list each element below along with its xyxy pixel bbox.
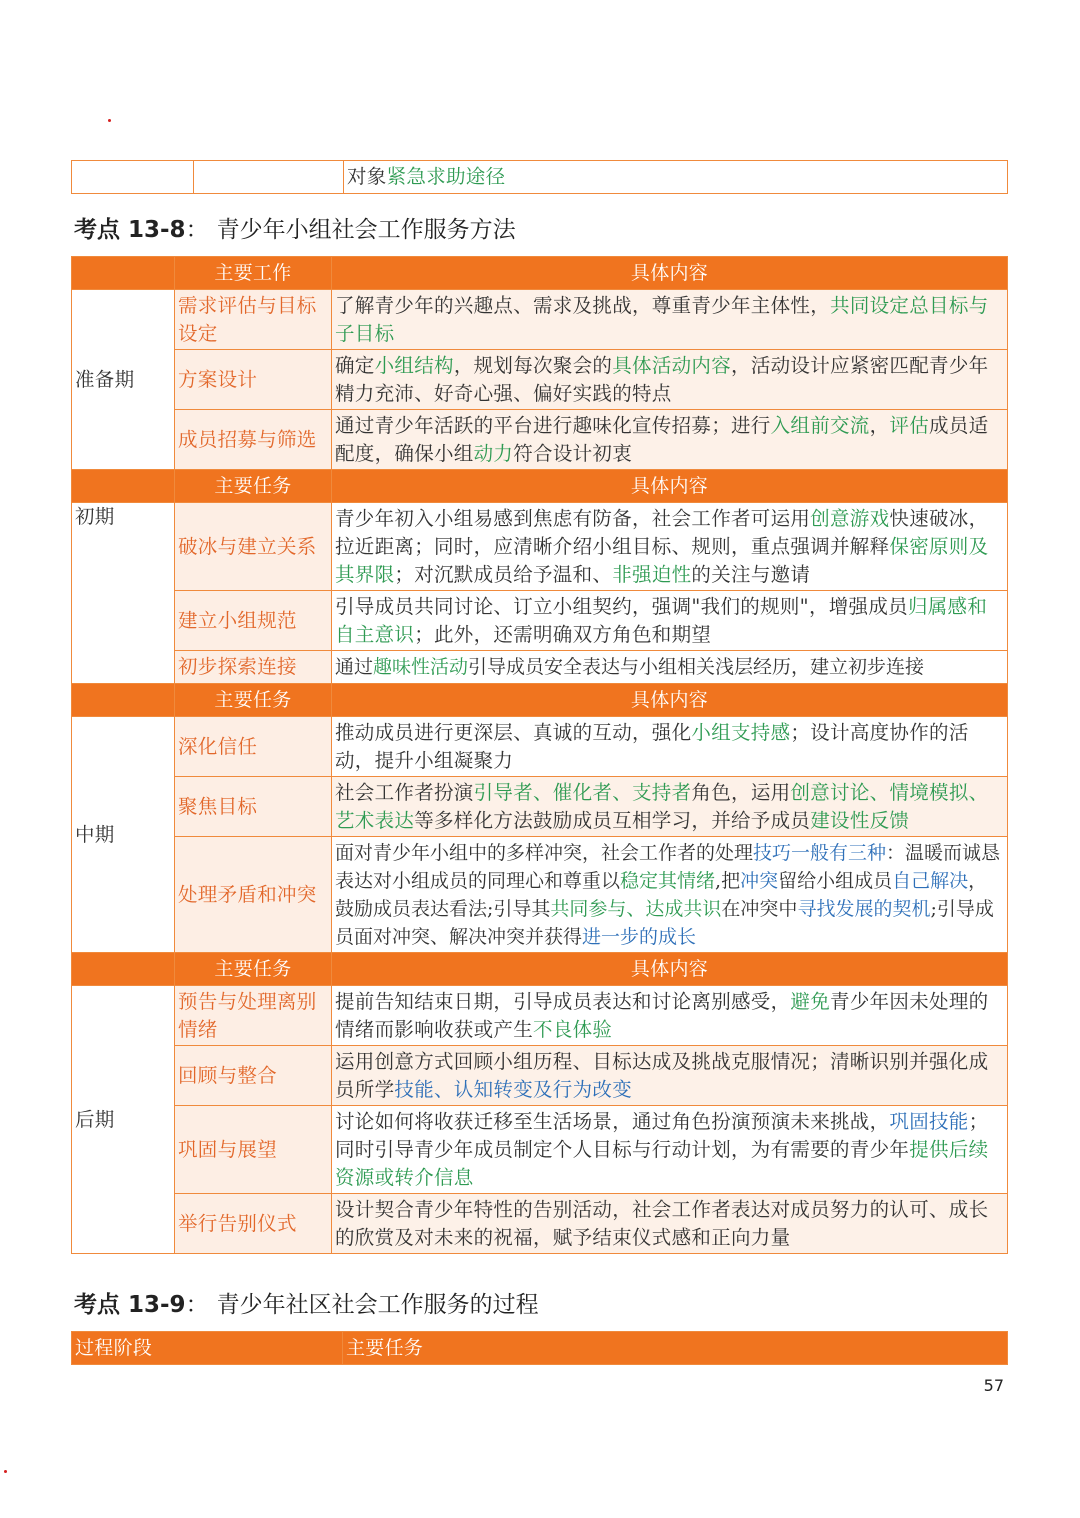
content-cell bbox=[332, 986, 1008, 1046]
task-cell: 初步探索连接 bbox=[175, 651, 332, 684]
content-highlight: 进一步的成长 bbox=[582, 925, 697, 948]
content-text: 设计契合青少年特性的告别活动，社会工作者表达对成员努力的认可、成长的欣赏及对未来的祝福，赋予结束仪式感和正向力量 bbox=[335, 1197, 989, 1249]
prev-table-tail bbox=[71, 160, 1008, 194]
page-number: 57 bbox=[983, 1376, 1004, 1395]
content-text: ：温暖而诚恳表达对小组成员的同理心和尊重以 bbox=[335, 841, 1001, 892]
table-header-row bbox=[72, 953, 1008, 986]
content-highlight: 动力 bbox=[473, 441, 514, 465]
phase-late: 后期 bbox=[72, 986, 175, 1254]
table-row bbox=[72, 651, 1008, 684]
header-content: 具体内容 bbox=[332, 684, 1008, 717]
content-highlight: 紧急求助途径 bbox=[386, 165, 506, 188]
section-separator: ： bbox=[185, 217, 209, 243]
content-text: 引导成员安全表达与小组相关浅层经历，建立初步连接 bbox=[468, 656, 925, 678]
content-text: 角色，运用 bbox=[691, 780, 791, 804]
header-blank bbox=[72, 684, 175, 717]
task-cell: 需求评估与目标设定 bbox=[175, 290, 332, 350]
content-highlight: 寻找发展的契机 bbox=[797, 897, 931, 920]
content-highlight: 冲突 bbox=[740, 869, 779, 892]
content-text: 推动成员进行更深层、真诚的互动，强化 bbox=[335, 720, 692, 744]
task-cell: 巩固与展望 bbox=[175, 1106, 332, 1194]
content-highlight: 不良体验 bbox=[533, 1017, 613, 1041]
content-highlight: 巩固技能 bbox=[889, 1109, 969, 1133]
content-highlight: 引导者、催化者、支持者 bbox=[473, 780, 692, 804]
red-dot-mark bbox=[4, 1470, 7, 1473]
table-row bbox=[72, 717, 1008, 777]
section-title: 青少年社区社会工作服务的过程 bbox=[216, 1292, 539, 1318]
content-highlight: 归属感和自主意识 bbox=[335, 594, 988, 646]
task-cell: 举行告别仪式 bbox=[175, 1194, 332, 1254]
content-text: 通过青少年活跃的平台进行趣味化宣传招募；进行 bbox=[335, 413, 771, 437]
task-cell: 成员招募与筛选 bbox=[175, 410, 332, 470]
header-main-task: 主要任务 bbox=[343, 1332, 1008, 1365]
task-cell: 深化信任 bbox=[175, 717, 332, 777]
phase-early: 初期 bbox=[72, 503, 175, 684]
task-cell: 方案设计 bbox=[175, 350, 332, 410]
content-text: 讨论如何将收获迁移至生活场景，通过角色扮演预演未来挑战， bbox=[335, 1109, 890, 1133]
table-header-row bbox=[72, 470, 1008, 503]
table-row bbox=[72, 1194, 1008, 1254]
content-text: 通过 bbox=[335, 656, 374, 678]
header-process-stage: 过程阶段 bbox=[72, 1332, 343, 1365]
content-text: 青少年初入小组易感到焦虑有防备，社会工作者可运用 bbox=[335, 506, 811, 530]
content-highlight: 评估 bbox=[889, 413, 930, 437]
header-blank bbox=[72, 953, 175, 986]
section-number: 考点 13-8 bbox=[74, 217, 186, 243]
header-blank bbox=[72, 470, 175, 503]
content-highlight: 小组结构 bbox=[374, 353, 454, 377]
section-number: 考点 13-9 bbox=[74, 1292, 186, 1318]
content-text: ；设计高度协作的活动，提升小组凝聚力 bbox=[335, 720, 969, 772]
content-cell bbox=[332, 651, 1008, 684]
header-content: 具体内容 bbox=[332, 470, 1008, 503]
content-text: ，鼓励成员表达看法;引导其 bbox=[335, 869, 988, 920]
content-text: ，规划每次聚会的 bbox=[453, 353, 613, 377]
section-separator: ： bbox=[185, 1292, 209, 1318]
task-cell: 破冰与建立关系 bbox=[175, 503, 332, 591]
content-highlight: 创意游戏 bbox=[810, 506, 890, 530]
content-cell bbox=[332, 410, 1008, 470]
table-row bbox=[72, 986, 1008, 1046]
content-highlight: 创意讨论、情境模拟、艺术表达 bbox=[335, 780, 989, 832]
content-highlight: 自己解决 bbox=[892, 869, 969, 892]
task-cell: 预告与处理离别情绪 bbox=[175, 986, 332, 1046]
content-highlight: 具体活动内容 bbox=[612, 353, 732, 377]
content-text: 成员适配度，确保小组 bbox=[335, 413, 989, 465]
header-blank bbox=[72, 257, 175, 290]
content-highlight: 提供后续资源或转介信息 bbox=[335, 1137, 989, 1189]
table-row bbox=[72, 1046, 1008, 1106]
content-cell bbox=[332, 591, 1008, 651]
task-cell: 回顾与整合 bbox=[175, 1046, 332, 1106]
content-text: 的关注与邀请 bbox=[691, 562, 811, 586]
content-highlight: 避免 bbox=[790, 989, 831, 1013]
content-cell bbox=[344, 161, 1008, 194]
content-highlight: 入组前交流 bbox=[770, 413, 870, 437]
task-cell: 处理矛盾和冲突 bbox=[175, 837, 332, 953]
content-text: ；此外，还需明确双方角色和期望 bbox=[414, 622, 712, 646]
content-highlight: 建设性反馈 bbox=[810, 808, 910, 832]
header-main-task: 主要任务 bbox=[175, 953, 332, 986]
content-text: 在冲突中 bbox=[721, 897, 798, 920]
table-row bbox=[72, 290, 1008, 350]
content-text: 社会工作者扮演 bbox=[335, 780, 474, 804]
content-cell bbox=[332, 1046, 1008, 1106]
header-content: 具体内容 bbox=[332, 257, 1008, 290]
empty-cell bbox=[194, 161, 344, 194]
task-cell: 聚焦目标 bbox=[175, 777, 332, 837]
header-content: 具体内容 bbox=[332, 953, 1008, 986]
content-text: 提前告知结束日期，引导成员表达和讨论离别感受， bbox=[335, 989, 791, 1013]
content-cell bbox=[332, 717, 1008, 777]
table-row bbox=[72, 503, 1008, 591]
content-text: 青少年因未处理的情绪而影响收获或产生 bbox=[335, 989, 989, 1041]
content-text: ， bbox=[869, 413, 890, 437]
content-cell bbox=[332, 1106, 1008, 1194]
content-highlight: 技能、认知转变及行为改变 bbox=[394, 1077, 633, 1101]
content-text: 引导成员共同讨论、订立小组契约，强调"我们的规则"，增强成员 bbox=[335, 594, 908, 618]
section-heading-13-8 bbox=[74, 211, 516, 244]
community-process-table bbox=[71, 1331, 1008, 1365]
header-main-task: 主要任务 bbox=[175, 470, 332, 503]
content-highlight: 趣味性活动 bbox=[373, 656, 469, 678]
content-text: 留给小组成员 bbox=[778, 869, 893, 892]
header-main-task: 主要任务 bbox=[175, 684, 332, 717]
content-cell bbox=[332, 290, 1008, 350]
content-highlight: 非强迫性 bbox=[612, 562, 692, 586]
content-highlight: 保密原则及其界限 bbox=[335, 534, 989, 586]
header-main-work: 主要工作 bbox=[175, 257, 332, 290]
table-row bbox=[72, 350, 1008, 410]
table-row bbox=[72, 837, 1008, 953]
content-text: 符合设计初衷 bbox=[513, 441, 633, 465]
table-row bbox=[72, 591, 1008, 651]
table-header-row bbox=[72, 257, 1008, 290]
content-text: 面对青少年小组中的多样冲突，社会工作者的处理 bbox=[335, 841, 754, 864]
content-highlight: 共同参与、达成共识 bbox=[550, 897, 722, 920]
content-cell bbox=[332, 777, 1008, 837]
content-cell bbox=[332, 1194, 1008, 1254]
table-header-row bbox=[72, 1332, 1008, 1365]
section-heading-13-9 bbox=[74, 1286, 539, 1319]
task-cell: 建立小组规范 bbox=[175, 591, 332, 651]
content-text: 快速破冰，拉近距离；同时，应清晰介绍小组目标、规则，重点强调并解释 bbox=[335, 506, 989, 558]
content-highlight: 小组支持感 bbox=[691, 720, 791, 744]
empty-cell bbox=[72, 161, 194, 194]
table-row bbox=[72, 777, 1008, 837]
section-title: 青少年小组社会工作服务方法 bbox=[216, 217, 516, 243]
phase-prep: 准备期 bbox=[72, 290, 175, 470]
phase-middle: 中期 bbox=[72, 717, 175, 953]
content-text: 对象 bbox=[347, 165, 387, 188]
table-row bbox=[72, 1106, 1008, 1194]
content-text: 了解青少年的兴趣点、需求及挑战，尊重青少年主体性， bbox=[335, 293, 831, 317]
table-header-row bbox=[72, 684, 1008, 717]
content-highlight: 技巧一般有三种 bbox=[753, 841, 887, 864]
content-text: ；对沉默成员给予温和、 bbox=[394, 562, 613, 586]
content-cell bbox=[332, 503, 1008, 591]
content-text: ，活动设计应紧密匹配青少年精力充沛、好奇心强、偏好实践的特点 bbox=[335, 353, 989, 405]
red-dot-mark bbox=[108, 119, 111, 122]
content-cell bbox=[332, 350, 1008, 410]
content-text: 确定 bbox=[335, 353, 375, 377]
content-cell bbox=[332, 837, 1008, 953]
content-text: 运用创意方式回顾小组历程、目标达成及挑战克服情况；清晰识别并强化成员所学 bbox=[335, 1049, 989, 1101]
content-text: ,把 bbox=[715, 869, 741, 892]
group-work-table bbox=[71, 256, 1008, 1254]
content-highlight: 共同设定总目标与子目标 bbox=[335, 293, 989, 345]
table-row bbox=[72, 410, 1008, 470]
content-text: 等多样化方法鼓励成员互相学习，并给予成员 bbox=[414, 808, 811, 832]
content-highlight: 稳定其情绪 bbox=[620, 869, 716, 892]
content-text: ；同时引导青少年成员制定个人目标与行动计划，为有需要的青少年 bbox=[335, 1109, 989, 1161]
content-text: ;引导成员面对冲突、解决冲突并获得 bbox=[335, 897, 994, 948]
